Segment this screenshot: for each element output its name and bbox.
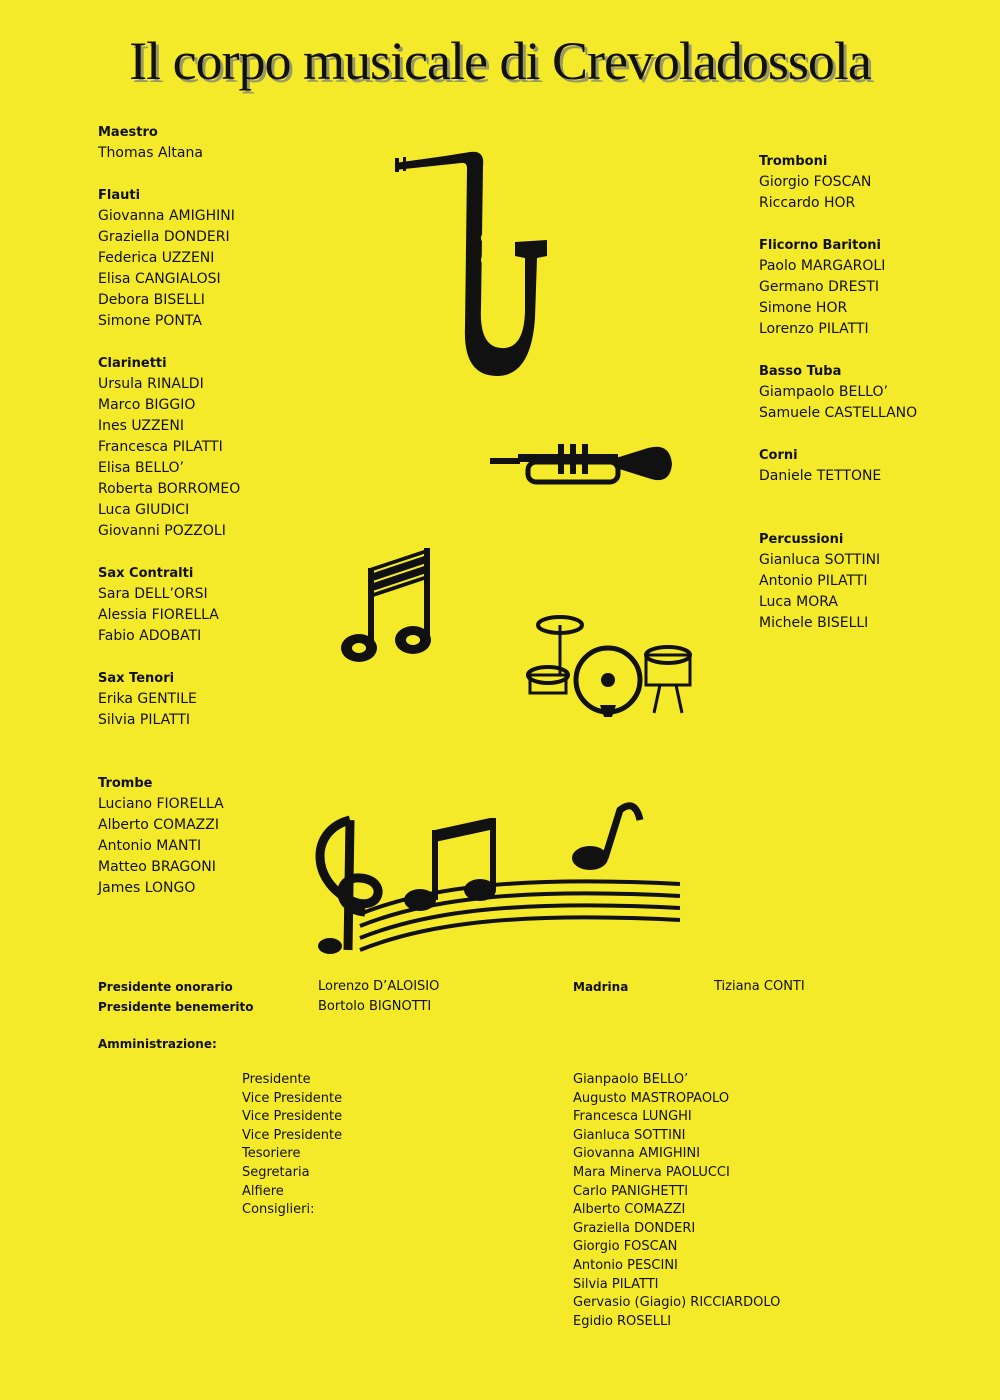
member: Giampaolo BELLO’	[759, 384, 888, 400]
admin-name: Silvia PILATTI	[573, 1276, 659, 1292]
administration-names	[573, 1071, 780, 1331]
section-heading: Tromboni	[759, 154, 828, 169]
admin-role: Presidente	[242, 1072, 311, 1087]
member: Daniele TETTONE	[759, 468, 882, 484]
member: Alessia FIORELLA	[98, 607, 219, 623]
admin-name: Gianpaolo BELLO’	[573, 1072, 689, 1087]
member: Thomas Altana	[98, 145, 203, 161]
president-benemerito-name: Bortolo BIGNOTTI	[318, 999, 432, 1014]
member: Marco BIGGIO	[98, 397, 196, 413]
left-column	[98, 122, 240, 920]
member: Ines UZZENI	[98, 418, 184, 434]
admin-name: Antonio PESCINI	[573, 1257, 678, 1273]
member: Federica UZZENI	[98, 250, 215, 266]
member: Paolo MARGAROLI	[759, 258, 886, 274]
section-heading: Flicorno Baritoni	[759, 238, 881, 253]
section-flauti	[98, 185, 240, 332]
member: Matteo BRAGONI	[98, 859, 216, 875]
member: Samuele CASTELLANO	[759, 405, 918, 421]
admin-role: Segretaria	[242, 1164, 310, 1180]
admin-name: Egidio ROSELLI	[573, 1313, 672, 1329]
member: Sara DELL’ORSI	[98, 586, 208, 602]
admin-name: Gervasio (Giagio) RICCIARDOLO	[573, 1295, 781, 1311]
treble-clef-icon	[290, 800, 690, 960]
section-percussioni	[759, 529, 917, 634]
admin-name: Augusto MASTROPAOLO	[573, 1090, 730, 1106]
admin-role: Alfiere	[242, 1183, 284, 1199]
admin-role: Vice Presidente	[242, 1109, 343, 1125]
member: Gianluca SOTTINI	[759, 552, 881, 568]
member: Ursula RINALDI	[98, 376, 204, 392]
drum-kit-icon	[520, 605, 700, 720]
president-onorario-label: Presidente onorario	[98, 980, 233, 994]
member: Erika GENTILE	[98, 691, 197, 707]
saxophone-icon	[375, 138, 555, 378]
member: Lorenzo PILATTI	[759, 321, 869, 337]
section-clarinetti	[98, 353, 240, 542]
member: Elisa CANGIALOSI	[98, 271, 221, 287]
section-heading: Trombe	[98, 776, 153, 791]
member: Simone PONTA	[98, 313, 202, 329]
admin-name: Alberto COMAZZI	[573, 1202, 686, 1218]
president-benemerito-label: Presidente benemerito	[98, 1000, 254, 1014]
member: Antonio PILATTI	[759, 573, 868, 589]
member: Fabio ADOBATI	[98, 628, 202, 644]
member: Alberto COMAZZI	[98, 817, 219, 833]
member: Silvia PILATTI	[98, 712, 191, 728]
admin-name: Graziella DONDERI	[573, 1220, 696, 1236]
section-basso-tuba	[759, 361, 917, 424]
admin-name: Carlo PANIGHETTI	[573, 1183, 689, 1199]
member: Giorgio FOSCAN	[759, 174, 872, 190]
section-flicorno-baritoni	[759, 235, 917, 340]
admin-name: Francesca LUNGHI	[573, 1109, 692, 1125]
section-tromboni	[759, 151, 917, 214]
page-title: Il corpo musicale di Crevoladossola	[129, 31, 871, 91]
section-sax-contralti	[98, 563, 240, 647]
madrina-name: Tiziana CONTI	[714, 979, 805, 994]
admin-name: Giovanna AMIGHINI	[573, 1146, 701, 1162]
section-heading: Corni	[759, 448, 798, 463]
section-heading: Percussioni	[759, 532, 844, 547]
administration-roles	[242, 1071, 342, 1220]
member: Simone HOR	[759, 300, 848, 316]
section-maestro	[98, 122, 240, 164]
admin-role: Vice Presidente	[242, 1127, 343, 1143]
member: Antonio MANTI	[98, 838, 202, 854]
admin-role: Consiglieri:	[242, 1202, 315, 1218]
member: James LONGO	[98, 880, 196, 896]
member: Elisa BELLO’	[98, 460, 184, 476]
admin-role: Tesoriere	[242, 1146, 301, 1162]
section-sax-tenori	[98, 668, 240, 731]
member: Luciano FIORELLA	[98, 796, 224, 812]
admin-name: Mara Minerva PAOLUCCI	[573, 1164, 730, 1180]
admin-name: Gianluca SOTTINI	[573, 1127, 686, 1143]
section-heading: Basso Tuba	[759, 364, 842, 379]
section-trombe	[98, 773, 240, 899]
music-note-icon	[335, 538, 465, 688]
member: Debora BISELLI	[98, 292, 205, 308]
right-column	[759, 151, 917, 655]
admin-name: Giorgio FOSCAN	[573, 1239, 678, 1255]
member: Roberta BORROMEO	[98, 481, 241, 497]
member: Luca GIUDICI	[98, 502, 190, 518]
section-heading: Sax Tenori	[98, 671, 175, 686]
member: Luca MORA	[759, 594, 838, 610]
section-heading: Flauti	[98, 188, 141, 203]
section-heading: Clarinetti	[98, 356, 167, 371]
member: Francesca PILATTI	[98, 439, 223, 455]
section-heading: Sax Contralti	[98, 566, 194, 581]
madrina-label: Madrina	[573, 980, 629, 994]
trumpet-icon	[488, 438, 678, 498]
section-corni	[759, 445, 917, 487]
member: Giovanni POZZOLI	[98, 523, 226, 539]
member: Graziella DONDERI	[98, 229, 230, 245]
member: Germano DRESTI	[759, 279, 879, 295]
section-heading: Maestro	[98, 125, 158, 140]
president-onorario-name: Lorenzo D’ALOISIO	[318, 979, 440, 994]
member: Giovanna AMIGHINI	[98, 208, 235, 224]
administration-heading: Amministrazione:	[98, 1037, 217, 1051]
member: Michele BISELLI	[759, 615, 869, 631]
admin-role: Vice Presidente	[242, 1090, 343, 1106]
member: Riccardo HOR	[759, 195, 856, 211]
